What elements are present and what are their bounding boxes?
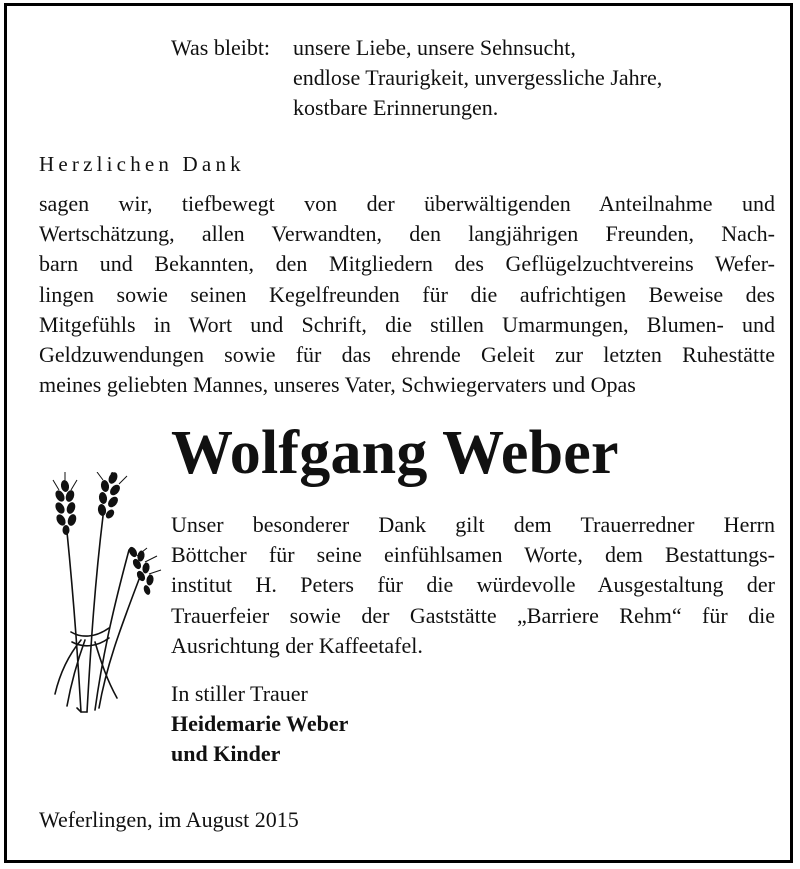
paragraph-line: sagen wir, tiefbewegt von der überwältigenden Anteilnahme und	[39, 191, 775, 216]
paragraph-line: Wertschätzung, allen Verwandten, den langjährigen Freunden, Nach-	[39, 221, 775, 247]
paragraph-line: Geldzuwendungen sowie für das ehrende Geleit zur letzten Ruhestätte	[39, 341, 775, 367]
paragraph-line: Trauerfeier sowie der Gaststätte „Barriere Rehm“ für die	[171, 602, 775, 628]
quote-line-3: kostbare Erinnerungen.	[293, 95, 499, 120]
paragraph-line: institut H. Peters für die würdevolle Ausgestaltung der	[171, 572, 775, 598]
special-thanks-paragraph	[171, 510, 775, 661]
quote-line-1: unsere Liebe, unsere Sehnsucht,	[293, 35, 576, 60]
deceased-name: Wolfgang Weber	[171, 419, 619, 487]
paragraph-line: barn und Bekannten, den Mitgliedern des Geflügelzuchtvereins Wefer-	[39, 251, 775, 277]
paragraph-line: Böttcher für seine einfühlsamen Worte, dem Bestattungs-	[171, 542, 775, 568]
paragraph-line: Mitgefühls in Wort und Schrift, die stillen Umarmungen, Blumen- und	[39, 311, 775, 337]
signature-family: und Kinder	[171, 741, 281, 766]
wheat-sheaf-icon	[37, 472, 167, 722]
paragraph-line: Unser besonderer Dank gilt dem Trauerredner Herrn	[171, 512, 775, 537]
quote-label: Was bleibt:	[171, 35, 271, 60]
signature-name: Heidemarie Weber	[171, 711, 349, 736]
place-date: Weferlingen, im August 2015	[39, 807, 299, 832]
signature-intro: In stiller Trauer	[171, 681, 308, 706]
paragraph-line: Ausrichtung der Kaffeetafel.	[171, 632, 423, 658]
obituary-notice	[4, 3, 793, 863]
paragraph-line: meines geliebten Mannes, unseres Vater, Schwiegervaters und Opas	[39, 372, 636, 398]
thanks-paragraph	[39, 189, 775, 400]
quote-line-2: endlose Traurigkeit, unvergessliche Jahre,	[293, 65, 663, 90]
thanks-heading: Herzlichen Dank	[39, 152, 245, 176]
paragraph-line: lingen sowie seinen Kegelfreunden für die aufrichtigen Beweise des	[39, 281, 775, 307]
